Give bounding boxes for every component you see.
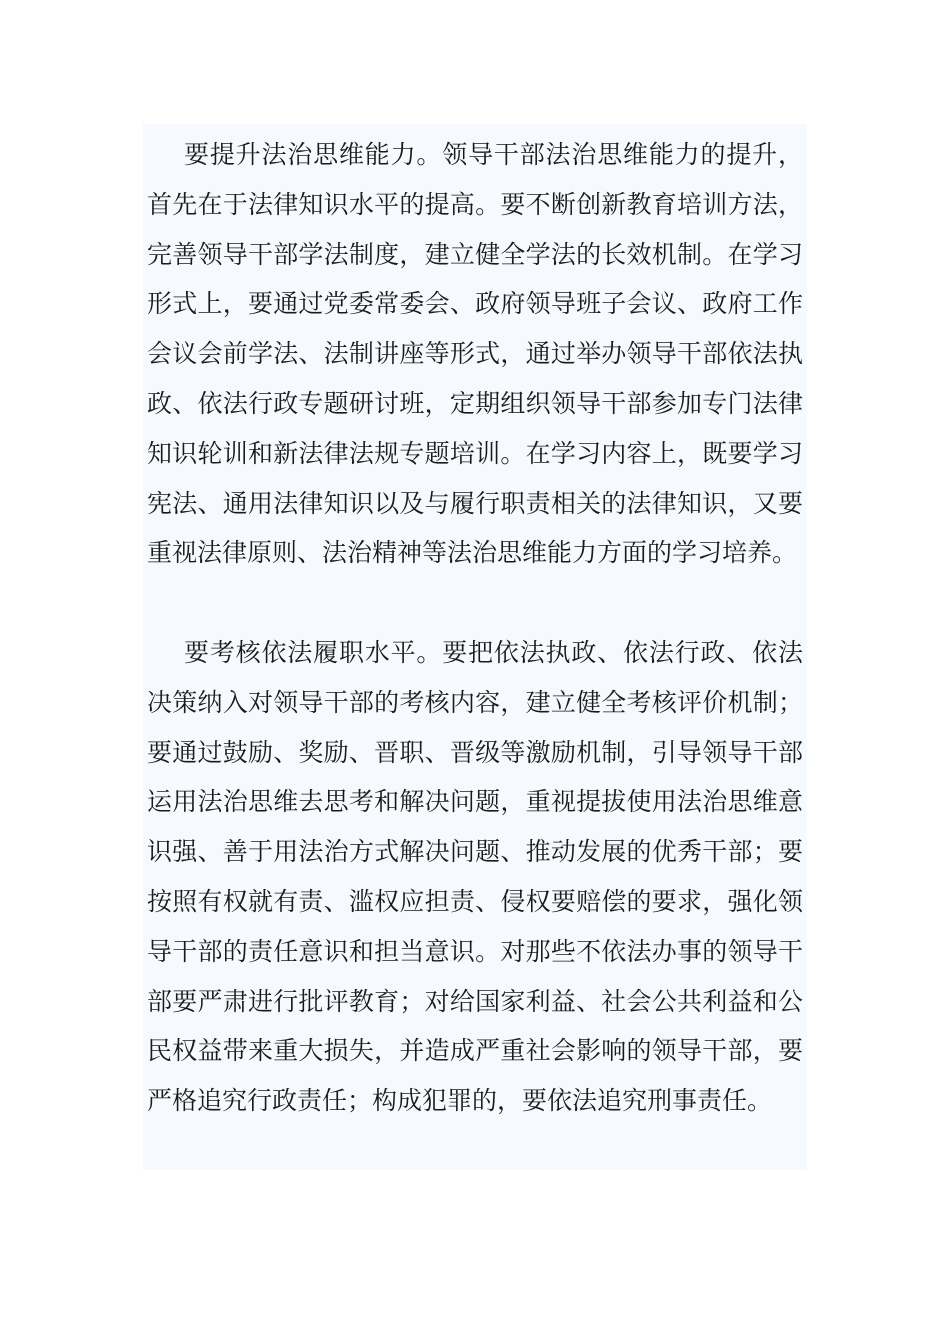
text-block — [143, 124, 807, 1170]
paragraph-legal-thinking: 要提升法治思维能力。领导干部法治思维能力的提升，首先在于法律知识水平的提高。要不断创新教育培训方法，完善领导干部学法制度，建立健全学法的长效机制。在学习形式上，要通过党委常委会、政府领导班子会议、政府工作会议会前学法、法制讲座等形式，通过举办领导干部依法执政、依法行政专题研讨班，定期组织领导干部参加专门法律知识轮训和新法律法规专题培训。在学习内容上，既要学习宪法、通用法律知识以及与履行职责相关的法律知识，又要重视法律原则、法治精神等法治思维能力方面的学习培养。 — [147, 140, 803, 568]
paragraph-performance-assessment: 要考核依法履职水平。要把依法执政、依法行政、依法决策纳入对领导干部的考核内容，建立健全考核评价机制；要通过鼓励、奖励、晋职、晋级等激励机制，引导领导干部运用法治思维去思考和解决问题，重视提拔使用法治思维意识强、善于用法治方式解决问题、推动发展的优秀干部；要按照有权就有责、滥权应担责、侵权要赔偿的要求，强化领导干部的责任意识和担当意识。对那些不依法办事的领导干部要严肃进行批评教育；对给国家利益、社会公共利益和公民权益带来重大损失，并造成严重社会影响的领导干部，要严格追究行政责任；构成犯罪的，要依法追究刑事责任。 — [147, 638, 803, 1116]
